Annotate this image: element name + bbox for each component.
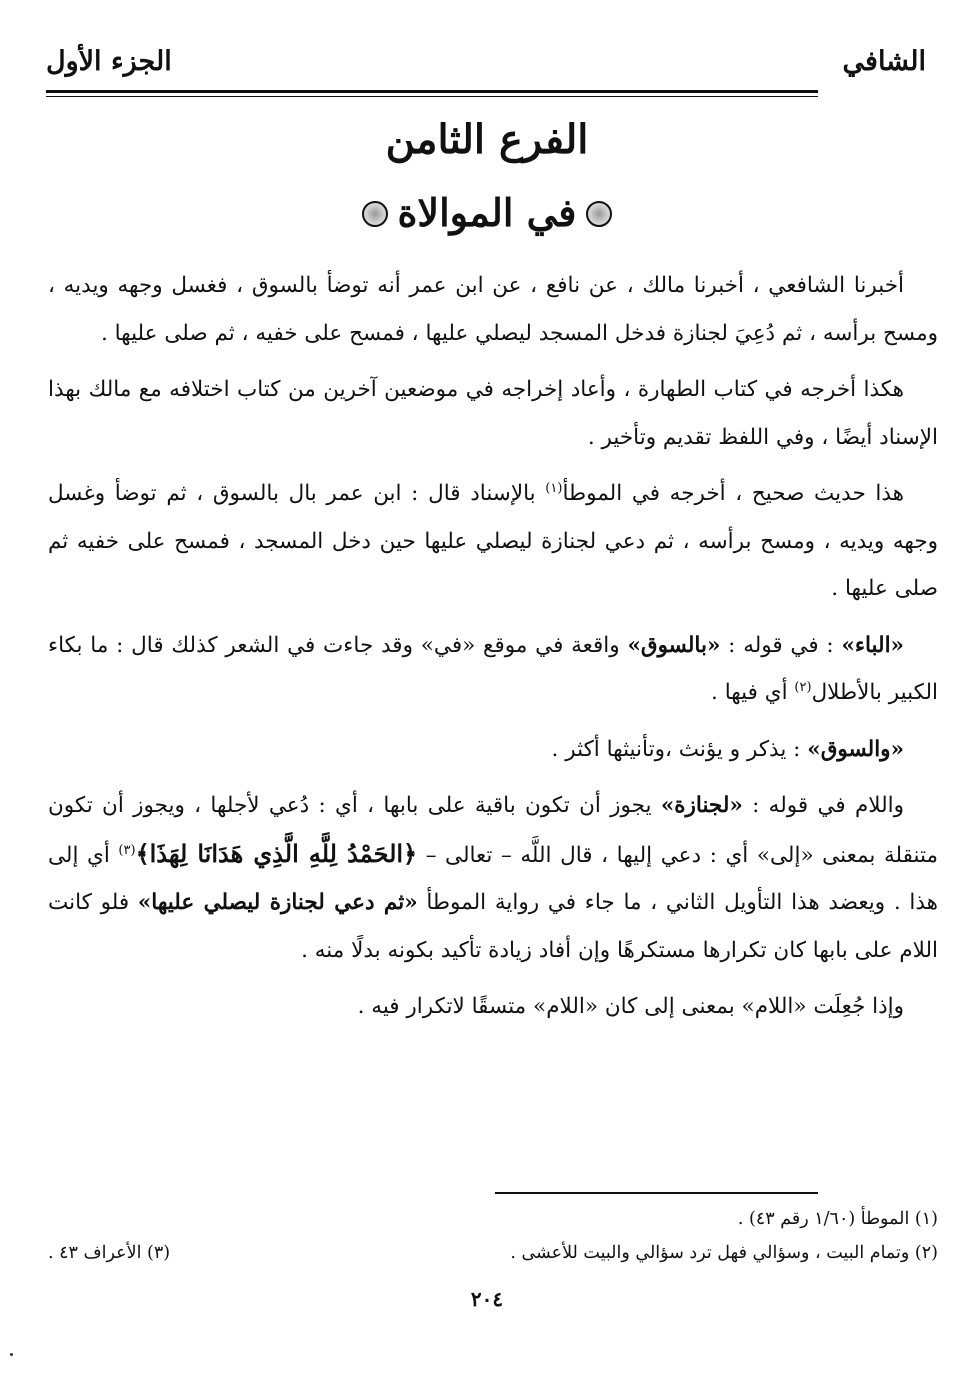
header-rule-thin xyxy=(46,96,818,97)
paragraph-text: فلو كانت اللام على بابها كان تكرارها مستكرهًا وإن أفاد زيادة تأكيد بكونه بدلًا منه . xyxy=(48,890,938,963)
paragraph-text: : يذكر و يؤنث ،وتأنيثها أكثر . xyxy=(551,736,808,762)
paragraph-conclusion xyxy=(48,983,938,1031)
footnote-1: (١) الموطأ (١/٦٠ رقم ٤٣) . xyxy=(737,1209,938,1229)
term-lijanaza: «لجنازة» xyxy=(660,793,743,818)
ornament-circle-icon xyxy=(362,201,388,227)
running-head-book-title: الشافي xyxy=(842,46,926,77)
header-rule-thick xyxy=(46,90,818,93)
page-number: ٢٠٤ xyxy=(470,1287,504,1311)
paragraph-ba xyxy=(48,622,938,717)
term-ba: «الباء» xyxy=(841,632,904,658)
paragraph-muwatta xyxy=(48,470,938,613)
scan-speck xyxy=(10,1353,13,1356)
paragraph-text: هذا حديث صحيح ، أخرجه في الموطأ xyxy=(562,481,904,506)
paragraph-text: وإذا جُعِلَت «اللام» بمعنى إلى كان «اللام» متسقًا لاتكرار فيه . xyxy=(357,994,904,1019)
footnote-rule xyxy=(495,1192,818,1194)
paragraph-takhrij xyxy=(48,366,938,461)
footnote-ref-1[interactable]: (١) xyxy=(545,480,563,496)
paragraph-text: واللام في قوله : xyxy=(742,793,904,818)
footnote-row xyxy=(48,1202,938,1236)
paragraph-text: هكذا أخرجه في كتاب الطهارة ، وأعاد إخراجه في موضعين آخرين من كتاب اختلافه مع مالك بهذا الإسناد أيضًا ، وفي اللفظ تقديم وتأخير . xyxy=(48,377,938,450)
section-title-line xyxy=(0,183,974,243)
ornament-circle-icon xyxy=(586,201,612,227)
paragraph-hadith xyxy=(48,262,938,357)
footnote-ref-2[interactable]: (٢) xyxy=(794,679,812,695)
paragraph-lam xyxy=(48,782,938,974)
quoted-riwaya: «ثم دعي لجنازة ليصلي عليها» xyxy=(137,890,418,915)
running-head-volume: الجزء الأول xyxy=(46,46,172,77)
paragraph-text: أي إلى هذا . ويعضد هذا التأويل الثاني ، ما جاء في رواية الموطأ xyxy=(48,842,938,915)
term-wassuq: «والسوق» xyxy=(807,736,904,762)
paragraph-text: واقعة في موقع «في» وقد جاءت في الشعر كذلك قال : ما بكاء الكبير بالأطلال xyxy=(48,632,938,705)
footnote-row xyxy=(48,1236,938,1270)
paragraph-text: أخبرنا الشافعي ، أخبرنا مالك ، عن نافع ، عن ابن عمر أنه توضأ بالسوق ، فغسل وجهه ويديه ، ومسح برأسه ، ثم دُعِيَ لجنازة فدخل المسجد ليصلي عليها ، فمسح على خفيه ، ثم صلى عليها . xyxy=(48,273,938,346)
paragraph-text: : في قوله : xyxy=(720,632,842,658)
paragraph-text: بالإسناد قال : ابن عمر بال بالسوق ، ثم توضأ وغسل وجهه ويديه ، ومسح برأسه ، ثم دعي لجنازة ليصلي عليها حين دخل المسجد ، فمسح على خفيه ثم صلى عليها . xyxy=(48,481,938,601)
running-head xyxy=(46,42,926,88)
term-bissuq: «بالسوق» xyxy=(627,632,721,658)
paragraph-text: يجوز أن تكون باقية على بابها ، أي : دُعي لأجلها ، ويجوز أن تكون متنقلة بمعنى «إلى» أي : دعي إليها ، قال اللَّه – تعالى – xyxy=(48,793,938,868)
paragraph-suq xyxy=(48,726,938,774)
section-title: في الموالاة xyxy=(397,190,577,235)
quran-verse: ﴿الحَمْدُ لِلَّهِ الَّذِي هَدَانَا لِهَذَا﴾ xyxy=(135,838,418,868)
footnote-2: (٢) وتمام البيت ، وسؤالي فهل ترد سؤالي والبيت للأعشى . xyxy=(510,1243,938,1263)
footnote-3: (٣) الأعراف ٤٣ . xyxy=(48,1243,171,1263)
chapter-title: الفرع الثامن xyxy=(385,116,589,163)
footnote-ref-3[interactable]: (٣) xyxy=(118,842,136,858)
paragraph-text: أي فيها . xyxy=(711,680,795,705)
